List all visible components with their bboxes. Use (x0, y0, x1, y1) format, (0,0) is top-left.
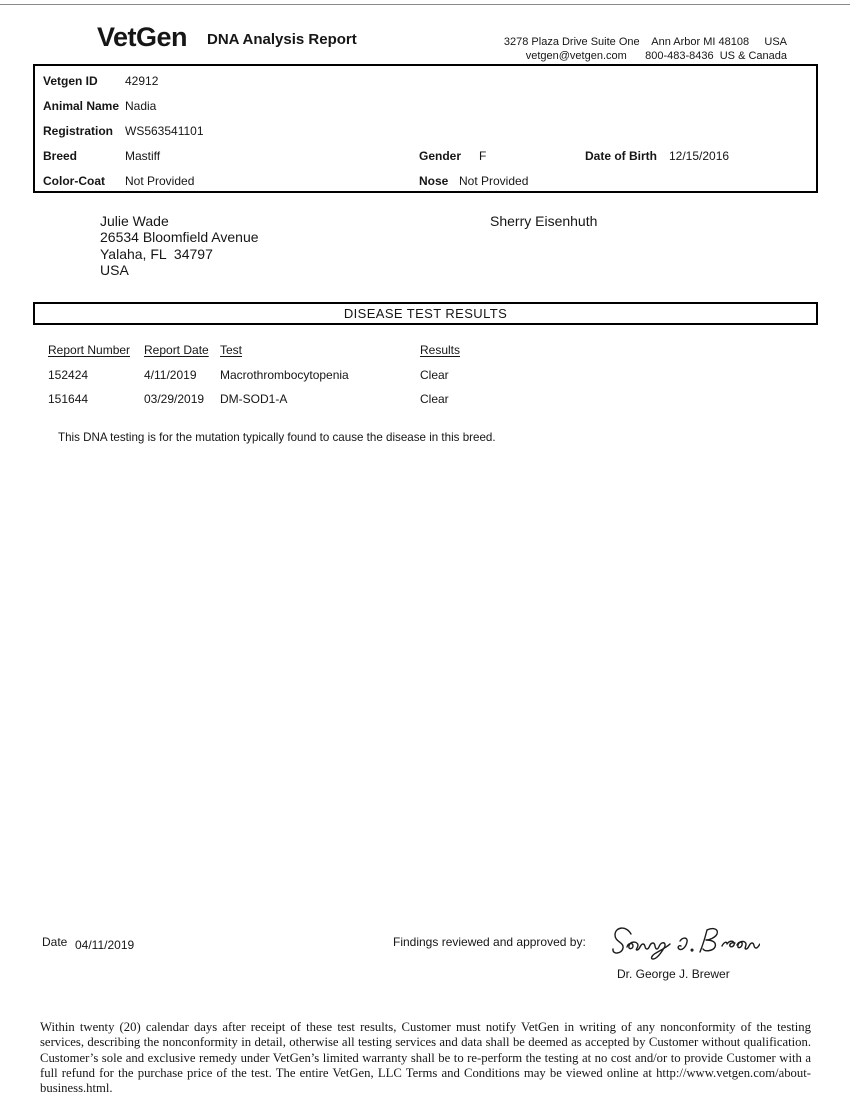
signature-image (610, 920, 760, 964)
report-date-value: 04/11/2019 (75, 938, 135, 952)
color-coat-label: Color-Coat (43, 174, 105, 188)
findings-approved-label: Findings reviewed and approved by: (393, 935, 586, 949)
vetgen-id-value: 42912 (125, 74, 159, 88)
table-row-0-report-date: 4/11/2019 (144, 368, 197, 382)
legal-terms-text: Within twenty (20) calendar days after receipt of these test results, Customer must notify VetGen in writing of any nonconformity of the testing services, describing the nonconformity in detail, otherwise all testing services and data shall be deemed as accepted by Customer without qualification. Customer’s sole and exclusive remedy under VetGen’s limited warranty shall be to re-perform the testing at no cost and/or to provide Customer with a full refund for the purchase price of the test. The entire VetGen, LLC Terms and Conditions may be viewed online at http://www.vetgen.com/about-business.html. (40, 1020, 811, 1096)
primary-owner-address (100, 213, 259, 278)
secondary-owner-name: Sherry Eisenhuth (490, 213, 598, 229)
vetgen-id-label: Vetgen ID (43, 74, 98, 88)
table-row-1-report-date: 03/29/2019 (144, 392, 205, 406)
date-of-birth-value: 12/15/2016 (669, 149, 730, 163)
company-address-line2: vetgen@vetgen.com 800-483-8436 US & Canada (525, 49, 787, 62)
test-footnote: This DNA testing is for the mutation typically found to cause the disease in this breed. (58, 431, 496, 444)
primary-owner-country: USA (100, 261, 129, 278)
company-address-line1: 3278 Plaza Drive Suite One Ann Arbor MI 48108 USA (503, 36, 787, 48)
top-divider (0, 4, 850, 5)
disease-test-results-title: DISEASE TEST RESULTS (343, 306, 508, 321)
table-row-0-test: Macrothrombocytopenia (220, 368, 349, 382)
color-coat-value: Not Provided (125, 174, 195, 188)
breed-value: Mastiff (125, 149, 161, 163)
date-of-birth-label: Date of Birth (585, 149, 657, 163)
nose-value: Not Provided (459, 174, 529, 188)
gender-value: F (479, 149, 487, 163)
animal-name-label: Animal Name (43, 99, 120, 113)
registration-value: WS563541101 (125, 124, 204, 138)
vetgen-logo: VetGen (97, 22, 188, 52)
table-row-0-result: Clear (420, 368, 449, 382)
disease-test-results-header (33, 302, 818, 325)
column-header-results: Results (420, 343, 461, 357)
signature-icon (610, 920, 760, 964)
breed-label: Breed (43, 149, 78, 163)
animal-name-value: Nadia (125, 99, 157, 113)
nose-label: Nose (419, 174, 449, 188)
table-row-1-report-number: 151644 (48, 392, 89, 406)
primary-owner-name: Julie Wade (100, 213, 169, 229)
column-header-report-number: Report Number (48, 343, 131, 357)
company-address-block (504, 36, 787, 63)
animal-info-box (33, 64, 818, 193)
primary-owner-street: 26534 Bloomfield Avenue (100, 229, 259, 246)
column-header-report-date: Report Date (144, 343, 209, 357)
table-row-1-test: DM-SOD1-A (220, 392, 288, 406)
column-header-test: Test (220, 343, 243, 357)
table-row-0-report-number: 152424 (48, 368, 89, 382)
signer-name: Dr. George J. Brewer (617, 967, 730, 981)
primary-owner-city: Yalaha, FL 34797 (100, 245, 213, 262)
table-row-1-result: Clear (420, 392, 449, 406)
page-title: DNA Analysis Report (207, 31, 357, 48)
registration-label: Registration (43, 124, 114, 138)
report-date-label: Date (42, 935, 68, 949)
gender-label: Gender (419, 149, 462, 163)
